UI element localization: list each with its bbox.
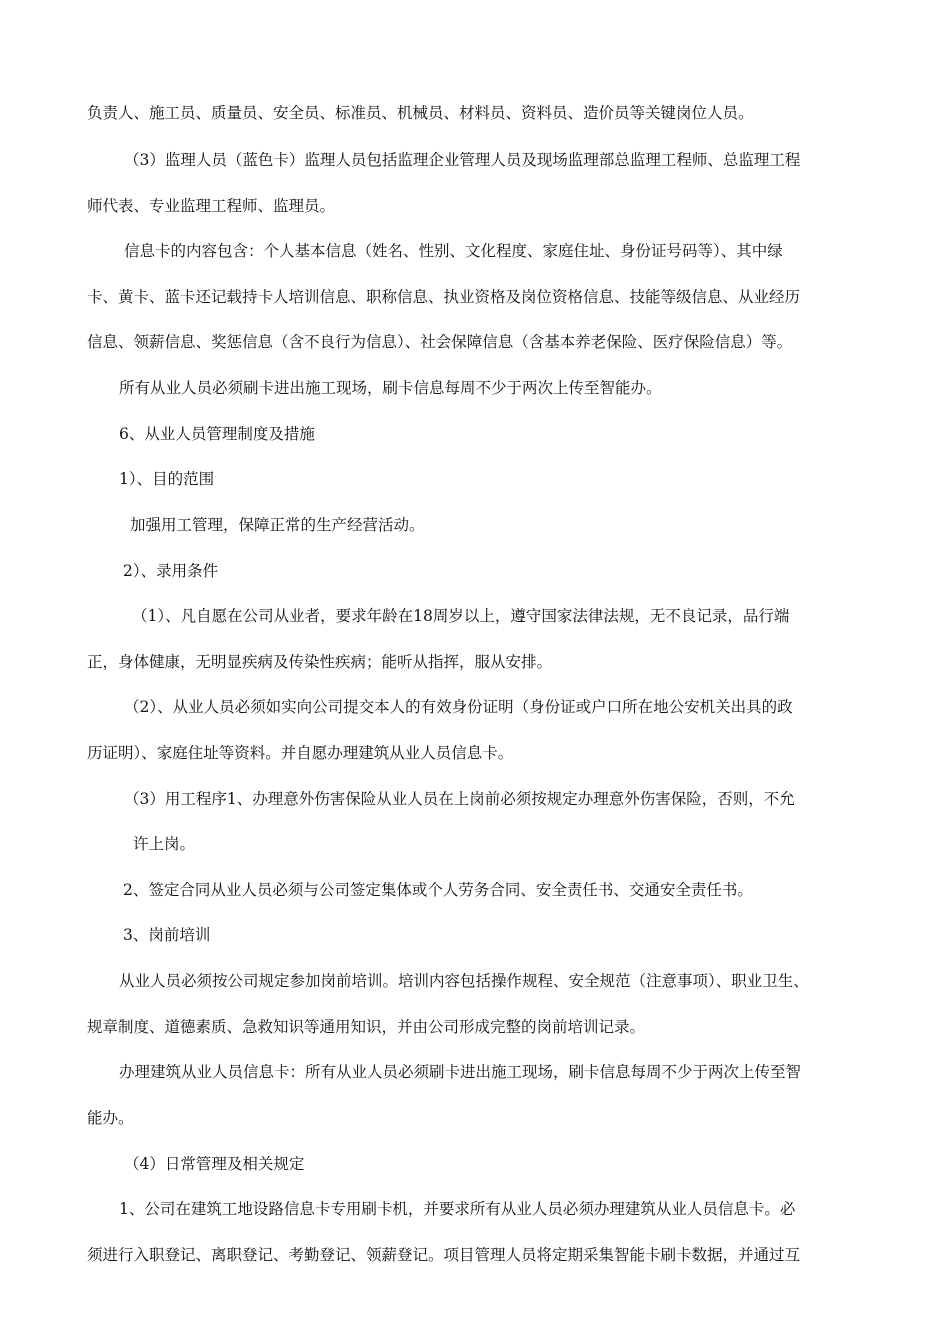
subsection-heading: 2）、录用条件: [123, 562, 219, 580]
text-line: （1）、凡自愿在公司从业者，要求年龄在18周岁以上，遵守国家法律法规，无不良记录，品行端: [132, 607, 790, 625]
text-line: 从业人员必须按公司规定参加岗前培训。培训内容包括操作规程、安全规范（注意事项）、职业卫生、: [119, 972, 809, 990]
subsection-heading: 1）、目的范围: [119, 470, 215, 488]
text-line: 所有从业人员必须刷卡进出施工现场，刷卡信息每周不少于两次上传至智能办。: [119, 379, 662, 397]
text-line: 正，身体健康，无明显疾病及传染性疾病；能听从指挥，服从安排。: [87, 653, 553, 671]
text-line: 须进行入职登记、离职登记、考勤登记、领薪登记。项目管理人员将定期采集智能卡刷卡数据，并通过互: [87, 1246, 801, 1264]
subsection-heading: 3、岗前培训: [123, 926, 211, 944]
text-line: 办理建筑从业人员信息卡：所有从业人员必须刷卡进出施工现场，刷卡信息每周不少于两次上传至智: [119, 1063, 802, 1081]
text-line: 许上岗。: [133, 835, 196, 853]
text-line: 1、公司在建筑工地设路信息卡专用刷卡机，并要求所有从业人员必须办理建筑从业人员信息卡。必: [119, 1200, 796, 1218]
text-line: 卡、黄卡、蓝卡还记载持卡人培训信息、职称信息、执业资格及岗位资格信息、技能等级信息、从业经历: [87, 288, 801, 306]
text-line: 加强用工管理，保障正常的生产经营活动。: [130, 516, 425, 534]
text-line: 历证明）、家庭住址等资料。并自愿办理建筑从业人员信息卡。: [87, 744, 514, 762]
text-line: 师代表、专业监理工程师、监理员。: [87, 197, 336, 215]
section-heading: 6、从业人员管理制度及措施: [119, 425, 315, 443]
text-line: 信息卡的内容包含：个人基本信息（姓名、性别、文化程度、家庭住址、身份证号码等）、其中绿: [124, 242, 783, 260]
text-line: 规章制度、道德素质、急救知识等通用知识，并由公司形成完整的岗前培训记录。: [87, 1018, 646, 1036]
text-line: （3）用工程序1、办理意外伤害保险从业人员在上岗前必须按规定办理意外伤害保险，否则，不允: [124, 790, 795, 808]
text-line: 2、签定合同从业人员必须与公司签定集体或个人劳务合同、安全责任书、交通安全责任书。: [123, 881, 753, 899]
text-line: （2）、从业人员必须如实向公司提交本人的有效身份证明（身份证或户口所在地公安机关出具的政: [124, 698, 793, 716]
text-line: 负责人、施工员、质量员、安全员、标准员、机械员、材料员、资料员、造价员等关键岗位人员。: [87, 104, 754, 122]
subsection-heading: （4）日常管理及相关规定: [124, 1155, 305, 1173]
text-line: 信息、领薪信息、奖惩信息（含不良行为信息）、社会保障信息（含基本养老保险、医疗保险信息）等。: [87, 333, 793, 351]
text-line: （3）监理人员（蓝色卡）监理人员包括监理企业管理人员及现场监理部总监理工程师、总监理工程: [124, 151, 801, 169]
text-line: 能办。: [87, 1109, 134, 1127]
